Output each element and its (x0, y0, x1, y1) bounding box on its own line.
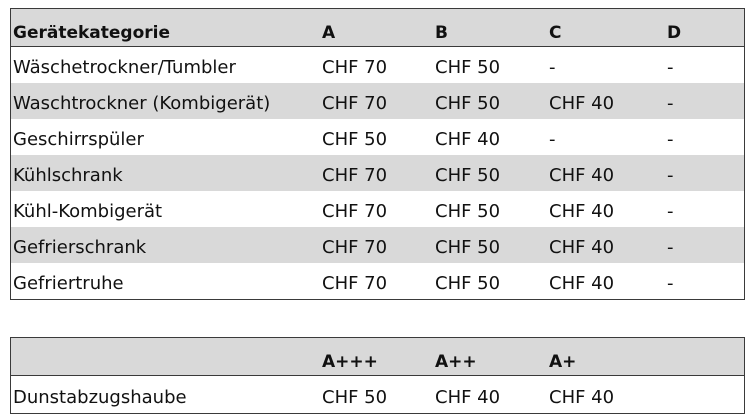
row-value-a: CHF 70 (322, 237, 388, 258)
price-table-hoods (10, 337, 745, 414)
row-value-a-plus-3: CHF 50 (322, 387, 388, 408)
header-class-a: A (322, 23, 336, 43)
row-value-c: CHF 40 (549, 201, 615, 222)
row-value-b: CHF 50 (435, 237, 501, 258)
header-class-a-plus: A+ (549, 352, 577, 372)
row-value-a: CHF 70 (322, 273, 388, 294)
row-value-b: CHF 50 (435, 201, 501, 222)
row-value-a-plus: CHF 40 (549, 387, 615, 408)
row-value-d: - (667, 273, 674, 294)
row-value-d: - (667, 165, 674, 186)
row-value-a: CHF 70 (322, 165, 388, 186)
row-value-c: CHF 40 (549, 93, 615, 114)
table-row (11, 47, 744, 83)
row-value-b: CHF 50 (435, 57, 501, 78)
row-value-d: - (667, 57, 674, 78)
header-class-a-plus-2: A++ (435, 352, 477, 372)
row-category: Wäschetrockner/Tumbler (13, 57, 236, 78)
row-value-a: CHF 70 (322, 201, 388, 222)
row-value-d: - (667, 201, 674, 222)
row-value-a-plus-2: CHF 40 (435, 387, 501, 408)
row-value-c: CHF 40 (549, 165, 615, 186)
price-table-appliances (10, 8, 745, 300)
row-category: Kühlschrank (13, 165, 123, 186)
table-row (11, 155, 744, 191)
row-value-d: - (667, 237, 674, 258)
row-value-a: CHF 70 (322, 57, 388, 78)
row-category: Geschirrspüler (13, 129, 144, 150)
header-class-c: C (549, 23, 562, 43)
header-class-b: B (435, 23, 448, 43)
row-value-d: - (667, 129, 674, 150)
row-value-d: - (667, 93, 674, 114)
table-row (11, 83, 744, 119)
table-row (11, 191, 744, 227)
row-category: Kühl-Kombigerät (13, 201, 163, 222)
row-category: Gefriertruhe (13, 273, 124, 294)
row-value-a: CHF 50 (322, 129, 388, 150)
header-class-a-plus-3: A+++ (322, 352, 378, 372)
row-value-c: CHF 40 (549, 237, 615, 258)
row-category: Gefrierschrank (13, 237, 147, 258)
table-row (11, 227, 744, 263)
row-value-b: CHF 50 (435, 273, 501, 294)
row-category: Waschtrockner (Kombigerät) (13, 93, 271, 114)
table-header-row (11, 338, 744, 376)
row-value-c: - (549, 129, 556, 150)
row-value-c: CHF 40 (549, 273, 615, 294)
row-value-b: CHF 50 (435, 93, 501, 114)
table-row (11, 263, 744, 299)
header-category: Gerätekategorie (13, 23, 171, 43)
table-header-row (11, 9, 744, 47)
row-value-c: - (549, 57, 556, 78)
row-value-b: CHF 50 (435, 165, 501, 186)
row-category: Dunstabzugshaube (13, 387, 187, 408)
row-value-b: CHF 40 (435, 129, 501, 150)
table-row (11, 119, 744, 155)
header-class-d: D (667, 23, 682, 43)
table-row (11, 376, 744, 413)
row-value-a: CHF 70 (322, 93, 388, 114)
